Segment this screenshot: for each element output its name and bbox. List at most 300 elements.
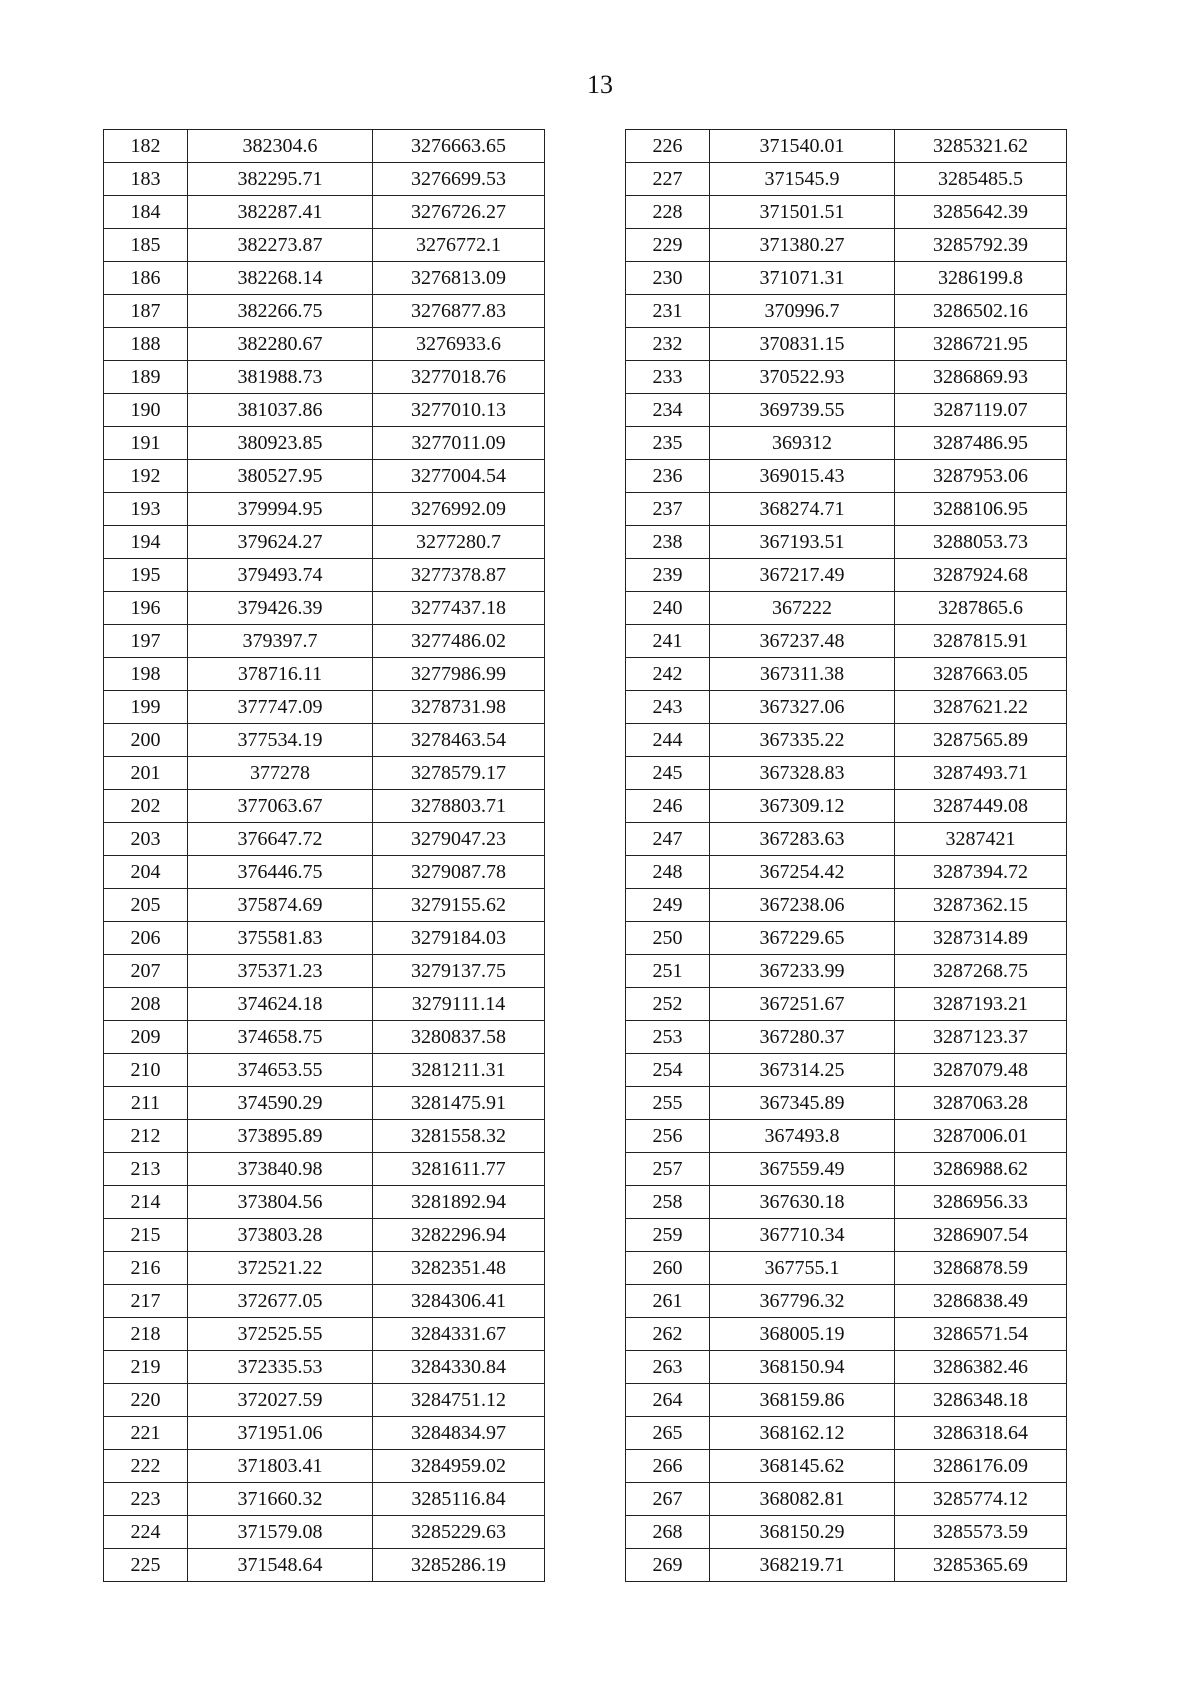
point-number-cell: 225 <box>104 1549 188 1582</box>
x-coordinate-cell: 371951.06 <box>188 1417 373 1450</box>
point-number-cell: 202 <box>104 790 188 823</box>
x-coordinate-cell: 367755.1 <box>710 1252 895 1285</box>
y-coordinate-cell: 3286199.8 <box>895 262 1067 295</box>
point-number-cell: 198 <box>104 658 188 691</box>
point-number-cell: 235 <box>626 427 710 460</box>
x-coordinate-cell: 367559.49 <box>710 1153 895 1186</box>
y-coordinate-cell: 3286502.16 <box>895 295 1067 328</box>
y-coordinate-cell: 3286869.93 <box>895 361 1067 394</box>
table-row <box>104 163 545 196</box>
table-row <box>626 1120 1067 1153</box>
y-coordinate-cell: 3279087.78 <box>373 856 545 889</box>
point-number-cell: 240 <box>626 592 710 625</box>
x-coordinate-cell: 367314.25 <box>710 1054 895 1087</box>
point-number-cell: 183 <box>104 163 188 196</box>
y-coordinate-cell: 3284834.97 <box>373 1417 545 1450</box>
x-coordinate-cell: 376647.72 <box>188 823 373 856</box>
page-number: 13 <box>587 70 613 99</box>
coordinate-table-body <box>104 130 545 1582</box>
y-coordinate-cell: 3287953.06 <box>895 460 1067 493</box>
y-coordinate-cell: 3285116.84 <box>373 1483 545 1516</box>
point-number-cell: 267 <box>626 1483 710 1516</box>
y-coordinate-cell: 3284751.12 <box>373 1384 545 1417</box>
table-row <box>104 1516 545 1549</box>
y-coordinate-cell: 3288053.73 <box>895 526 1067 559</box>
x-coordinate-cell: 382287.41 <box>188 196 373 229</box>
y-coordinate-cell: 3285365.69 <box>895 1549 1067 1582</box>
x-coordinate-cell: 368005.19 <box>710 1318 895 1351</box>
x-coordinate-cell: 367280.37 <box>710 1021 895 1054</box>
point-number-cell: 197 <box>104 625 188 658</box>
point-number-cell: 231 <box>626 295 710 328</box>
table-row <box>104 1384 545 1417</box>
coordinate-table-right <box>625 129 1067 1582</box>
y-coordinate-cell: 3285573.59 <box>895 1516 1067 1549</box>
point-number-cell: 193 <box>104 493 188 526</box>
point-number-cell: 220 <box>104 1384 188 1417</box>
y-coordinate-cell: 3282351.48 <box>373 1252 545 1285</box>
y-coordinate-cell: 3287486.95 <box>895 427 1067 460</box>
table-row <box>626 922 1067 955</box>
table-row <box>626 1186 1067 1219</box>
x-coordinate-cell: 373895.89 <box>188 1120 373 1153</box>
y-coordinate-cell: 3287314.89 <box>895 922 1067 955</box>
table-row <box>626 1483 1067 1516</box>
x-coordinate-cell: 370522.93 <box>710 361 895 394</box>
table-row <box>104 1351 545 1384</box>
table-row <box>626 856 1067 889</box>
coordinate-table-left <box>103 129 545 1582</box>
y-coordinate-cell: 3281211.31 <box>373 1054 545 1087</box>
point-number-cell: 199 <box>104 691 188 724</box>
x-coordinate-cell: 380923.85 <box>188 427 373 460</box>
y-coordinate-cell: 3278803.71 <box>373 790 545 823</box>
x-coordinate-cell: 374658.75 <box>188 1021 373 1054</box>
point-number-cell: 190 <box>104 394 188 427</box>
point-number-cell: 253 <box>626 1021 710 1054</box>
table-row <box>626 361 1067 394</box>
table-row <box>104 295 545 328</box>
point-number-cell: 188 <box>104 328 188 361</box>
point-number-cell: 254 <box>626 1054 710 1087</box>
x-coordinate-cell: 374653.55 <box>188 1054 373 1087</box>
point-number-cell: 182 <box>104 130 188 163</box>
table-row <box>104 658 545 691</box>
point-number-cell: 229 <box>626 229 710 262</box>
x-coordinate-cell: 368082.81 <box>710 1483 895 1516</box>
table-row <box>626 229 1067 262</box>
y-coordinate-cell: 3286878.59 <box>895 1252 1067 1285</box>
table-row <box>104 1417 545 1450</box>
x-coordinate-cell: 374590.29 <box>188 1087 373 1120</box>
x-coordinate-cell: 371548.64 <box>188 1549 373 1582</box>
y-coordinate-cell: 3277486.02 <box>373 625 545 658</box>
y-coordinate-cell: 3285321.62 <box>895 130 1067 163</box>
table-row <box>626 328 1067 361</box>
point-number-cell: 205 <box>104 889 188 922</box>
y-coordinate-cell: 3279047.23 <box>373 823 545 856</box>
point-number-cell: 268 <box>626 1516 710 1549</box>
table-row <box>626 1153 1067 1186</box>
point-number-cell: 228 <box>626 196 710 229</box>
y-coordinate-cell: 3276726.27 <box>373 196 545 229</box>
table-row <box>104 328 545 361</box>
x-coordinate-cell: 371803.41 <box>188 1450 373 1483</box>
table-row <box>626 130 1067 163</box>
table-row <box>626 559 1067 592</box>
table-row <box>626 493 1067 526</box>
point-number-cell: 256 <box>626 1120 710 1153</box>
y-coordinate-cell: 3286382.46 <box>895 1351 1067 1384</box>
x-coordinate-cell: 367229.65 <box>710 922 895 955</box>
point-number-cell: 211 <box>104 1087 188 1120</box>
table-row <box>104 1021 545 1054</box>
y-coordinate-cell: 3287119.07 <box>895 394 1067 427</box>
x-coordinate-cell: 368150.29 <box>710 1516 895 1549</box>
point-number-cell: 258 <box>626 1186 710 1219</box>
point-number-cell: 261 <box>626 1285 710 1318</box>
x-coordinate-cell: 369739.55 <box>710 394 895 427</box>
x-coordinate-cell: 369015.43 <box>710 460 895 493</box>
point-number-cell: 222 <box>104 1450 188 1483</box>
point-number-cell: 214 <box>104 1186 188 1219</box>
y-coordinate-cell: 3287079.48 <box>895 1054 1067 1087</box>
x-coordinate-cell: 375371.23 <box>188 955 373 988</box>
y-coordinate-cell: 3287815.91 <box>895 625 1067 658</box>
table-row <box>626 1450 1067 1483</box>
y-coordinate-cell: 3278579.17 <box>373 757 545 790</box>
point-number-cell: 251 <box>626 955 710 988</box>
point-number-cell: 216 <box>104 1252 188 1285</box>
x-coordinate-cell: 371071.31 <box>710 262 895 295</box>
y-coordinate-cell: 3284331.67 <box>373 1318 545 1351</box>
point-number-cell: 244 <box>626 724 710 757</box>
x-coordinate-cell: 373804.56 <box>188 1186 373 1219</box>
y-coordinate-cell: 3287193.21 <box>895 988 1067 1021</box>
x-coordinate-cell: 367254.42 <box>710 856 895 889</box>
point-number-cell: 227 <box>626 163 710 196</box>
point-number-cell: 257 <box>626 1153 710 1186</box>
x-coordinate-cell: 368274.71 <box>710 493 895 526</box>
table-row <box>104 1318 545 1351</box>
x-coordinate-cell: 381988.73 <box>188 361 373 394</box>
table-row <box>104 856 545 889</box>
point-number-cell: 246 <box>626 790 710 823</box>
x-coordinate-cell: 367238.06 <box>710 889 895 922</box>
y-coordinate-cell: 3284306.41 <box>373 1285 545 1318</box>
x-coordinate-cell: 371660.32 <box>188 1483 373 1516</box>
y-coordinate-cell: 3287063.28 <box>895 1087 1067 1120</box>
x-coordinate-cell: 379397.7 <box>188 625 373 658</box>
y-coordinate-cell: 3279111.14 <box>373 988 545 1021</box>
x-coordinate-cell: 373840.98 <box>188 1153 373 1186</box>
table-row <box>626 163 1067 196</box>
table-row <box>104 1054 545 1087</box>
point-number-cell: 252 <box>626 988 710 1021</box>
point-number-cell: 187 <box>104 295 188 328</box>
table-row <box>104 361 545 394</box>
table-row <box>104 1252 545 1285</box>
point-number-cell: 230 <box>626 262 710 295</box>
y-coordinate-cell: 3287565.89 <box>895 724 1067 757</box>
x-coordinate-cell: 370831.15 <box>710 328 895 361</box>
table-row <box>104 196 545 229</box>
point-number-cell: 245 <box>626 757 710 790</box>
table-row <box>104 823 545 856</box>
table-row <box>104 559 545 592</box>
x-coordinate-cell: 380527.95 <box>188 460 373 493</box>
x-coordinate-cell: 367251.67 <box>710 988 895 1021</box>
table-row <box>626 262 1067 295</box>
y-coordinate-cell: 3281611.77 <box>373 1153 545 1186</box>
y-coordinate-cell: 3279155.62 <box>373 889 545 922</box>
x-coordinate-cell: 382273.87 <box>188 229 373 262</box>
y-coordinate-cell: 3285229.63 <box>373 1516 545 1549</box>
y-coordinate-cell: 3276992.09 <box>373 493 545 526</box>
x-coordinate-cell: 377278 <box>188 757 373 790</box>
table-row <box>626 1549 1067 1582</box>
table-row <box>104 790 545 823</box>
y-coordinate-cell: 3276663.65 <box>373 130 545 163</box>
table-row <box>626 295 1067 328</box>
x-coordinate-cell: 367796.32 <box>710 1285 895 1318</box>
point-number-cell: 208 <box>104 988 188 1021</box>
y-coordinate-cell: 3281892.94 <box>373 1186 545 1219</box>
point-number-cell: 213 <box>104 1153 188 1186</box>
y-coordinate-cell: 3287865.6 <box>895 592 1067 625</box>
y-coordinate-cell: 3276933.6 <box>373 328 545 361</box>
y-coordinate-cell: 3276699.53 <box>373 163 545 196</box>
table-row <box>104 1450 545 1483</box>
table-row <box>626 1021 1067 1054</box>
x-coordinate-cell: 382268.14 <box>188 262 373 295</box>
point-number-cell: 215 <box>104 1219 188 1252</box>
y-coordinate-cell: 3284330.84 <box>373 1351 545 1384</box>
y-coordinate-cell: 3286907.54 <box>895 1219 1067 1252</box>
x-coordinate-cell: 367327.06 <box>710 691 895 724</box>
table-row <box>104 625 545 658</box>
y-coordinate-cell: 3277004.54 <box>373 460 545 493</box>
x-coordinate-cell: 367217.49 <box>710 559 895 592</box>
x-coordinate-cell: 368159.86 <box>710 1384 895 1417</box>
y-coordinate-cell: 3285642.39 <box>895 196 1067 229</box>
x-coordinate-cell: 367630.18 <box>710 1186 895 1219</box>
point-number-cell: 209 <box>104 1021 188 1054</box>
x-coordinate-cell: 382295.71 <box>188 163 373 196</box>
point-number-cell: 260 <box>626 1252 710 1285</box>
table-row <box>104 1285 545 1318</box>
y-coordinate-cell: 3286571.54 <box>895 1318 1067 1351</box>
table-row <box>104 1549 545 1582</box>
x-coordinate-cell: 368162.12 <box>710 1417 895 1450</box>
y-coordinate-cell: 3276813.09 <box>373 262 545 295</box>
table-row <box>104 1087 545 1120</box>
x-coordinate-cell: 367335.22 <box>710 724 895 757</box>
y-coordinate-cell: 3279184.03 <box>373 922 545 955</box>
y-coordinate-cell: 3286988.62 <box>895 1153 1067 1186</box>
table-row <box>626 1516 1067 1549</box>
point-number-cell: 226 <box>626 130 710 163</box>
table-row <box>104 460 545 493</box>
table-row <box>626 427 1067 460</box>
point-number-cell: 223 <box>104 1483 188 1516</box>
point-number-cell: 217 <box>104 1285 188 1318</box>
table-row <box>626 757 1067 790</box>
table-row <box>626 1417 1067 1450</box>
x-coordinate-cell: 377063.67 <box>188 790 373 823</box>
table-row <box>626 625 1067 658</box>
point-number-cell: 221 <box>104 1417 188 1450</box>
x-coordinate-cell: 367311.38 <box>710 658 895 691</box>
x-coordinate-cell: 379493.74 <box>188 559 373 592</box>
point-number-cell: 266 <box>626 1450 710 1483</box>
table-row <box>626 526 1067 559</box>
point-number-cell: 201 <box>104 757 188 790</box>
x-coordinate-cell: 377747.09 <box>188 691 373 724</box>
table-row <box>626 658 1067 691</box>
x-coordinate-cell: 371545.9 <box>710 163 895 196</box>
table-row <box>104 1219 545 1252</box>
point-number-cell: 203 <box>104 823 188 856</box>
y-coordinate-cell: 3287006.01 <box>895 1120 1067 1153</box>
y-coordinate-cell: 3287663.05 <box>895 658 1067 691</box>
table-row <box>626 1384 1067 1417</box>
x-coordinate-cell: 379426.39 <box>188 592 373 625</box>
x-coordinate-cell: 367233.99 <box>710 955 895 988</box>
x-coordinate-cell: 367193.51 <box>710 526 895 559</box>
x-coordinate-cell: 371579.08 <box>188 1516 373 1549</box>
table-row <box>104 1483 545 1516</box>
x-coordinate-cell: 382280.67 <box>188 328 373 361</box>
x-coordinate-cell: 378716.11 <box>188 658 373 691</box>
table-row <box>626 1318 1067 1351</box>
y-coordinate-cell: 3285792.39 <box>895 229 1067 262</box>
point-number-cell: 239 <box>626 559 710 592</box>
point-number-cell: 259 <box>626 1219 710 1252</box>
x-coordinate-cell: 379994.95 <box>188 493 373 526</box>
table-row <box>626 1285 1067 1318</box>
x-coordinate-cell: 367328.83 <box>710 757 895 790</box>
point-number-cell: 232 <box>626 328 710 361</box>
x-coordinate-cell: 369312 <box>710 427 895 460</box>
table-row <box>626 1054 1067 1087</box>
point-number-cell: 210 <box>104 1054 188 1087</box>
x-coordinate-cell: 370996.7 <box>710 295 895 328</box>
table-row <box>626 889 1067 922</box>
table-row <box>104 493 545 526</box>
table-row <box>104 889 545 922</box>
table-row <box>626 955 1067 988</box>
point-number-cell: 194 <box>104 526 188 559</box>
x-coordinate-cell: 372335.53 <box>188 1351 373 1384</box>
table-row <box>626 823 1067 856</box>
x-coordinate-cell: 372027.59 <box>188 1384 373 1417</box>
x-coordinate-cell: 373803.28 <box>188 1219 373 1252</box>
y-coordinate-cell: 3288106.95 <box>895 493 1067 526</box>
point-number-cell: 263 <box>626 1351 710 1384</box>
x-coordinate-cell: 367283.63 <box>710 823 895 856</box>
coordinate-table-body <box>626 130 1067 1582</box>
point-number-cell: 248 <box>626 856 710 889</box>
point-number-cell: 185 <box>104 229 188 262</box>
y-coordinate-cell: 3282296.94 <box>373 1219 545 1252</box>
point-number-cell: 207 <box>104 955 188 988</box>
point-number-cell: 219 <box>104 1351 188 1384</box>
y-coordinate-cell: 3287449.08 <box>895 790 1067 823</box>
point-number-cell: 191 <box>104 427 188 460</box>
y-coordinate-cell: 3284959.02 <box>373 1450 545 1483</box>
table-row <box>104 130 545 163</box>
y-coordinate-cell: 3278731.98 <box>373 691 545 724</box>
x-coordinate-cell: 368145.62 <box>710 1450 895 1483</box>
table-row <box>626 592 1067 625</box>
x-coordinate-cell: 368150.94 <box>710 1351 895 1384</box>
table-row <box>626 1351 1067 1384</box>
x-coordinate-cell: 367345.89 <box>710 1087 895 1120</box>
point-number-cell: 184 <box>104 196 188 229</box>
point-number-cell: 242 <box>626 658 710 691</box>
x-coordinate-cell: 375874.69 <box>188 889 373 922</box>
point-number-cell: 186 <box>104 262 188 295</box>
point-number-cell: 195 <box>104 559 188 592</box>
table-row <box>104 988 545 1021</box>
x-coordinate-cell: 379624.27 <box>188 526 373 559</box>
point-number-cell: 192 <box>104 460 188 493</box>
table-row <box>104 757 545 790</box>
x-coordinate-cell: 372677.05 <box>188 1285 373 1318</box>
point-number-cell: 238 <box>626 526 710 559</box>
point-number-cell: 236 <box>626 460 710 493</box>
y-coordinate-cell: 3277437.18 <box>373 592 545 625</box>
x-coordinate-cell: 367493.8 <box>710 1120 895 1153</box>
y-coordinate-cell: 3287268.75 <box>895 955 1067 988</box>
point-number-cell: 243 <box>626 691 710 724</box>
table-row <box>104 427 545 460</box>
point-number-cell: 247 <box>626 823 710 856</box>
point-number-cell: 189 <box>104 361 188 394</box>
x-coordinate-cell: 367222 <box>710 592 895 625</box>
y-coordinate-cell: 3276772.1 <box>373 229 545 262</box>
table-row <box>104 922 545 955</box>
point-number-cell: 200 <box>104 724 188 757</box>
x-coordinate-cell: 377534.19 <box>188 724 373 757</box>
y-coordinate-cell: 3285286.19 <box>373 1549 545 1582</box>
y-coordinate-cell: 3287362.15 <box>895 889 1067 922</box>
y-coordinate-cell: 3281558.32 <box>373 1120 545 1153</box>
point-number-cell: 237 <box>626 493 710 526</box>
point-number-cell: 218 <box>104 1318 188 1351</box>
y-coordinate-cell: 3285485.5 <box>895 163 1067 196</box>
y-coordinate-cell: 3286838.49 <box>895 1285 1067 1318</box>
point-number-cell: 212 <box>104 1120 188 1153</box>
point-number-cell: 206 <box>104 922 188 955</box>
table-row <box>626 1252 1067 1285</box>
point-number-cell: 265 <box>626 1417 710 1450</box>
table-row <box>104 1120 545 1153</box>
table-row <box>104 691 545 724</box>
y-coordinate-cell: 3286318.64 <box>895 1417 1067 1450</box>
table-row <box>104 394 545 427</box>
table-row <box>626 394 1067 427</box>
y-coordinate-cell: 3277018.76 <box>373 361 545 394</box>
table-row <box>626 196 1067 229</box>
y-coordinate-cell: 3287493.71 <box>895 757 1067 790</box>
y-coordinate-cell: 3278463.54 <box>373 724 545 757</box>
y-coordinate-cell: 3277280.7 <box>373 526 545 559</box>
x-coordinate-cell: 376446.75 <box>188 856 373 889</box>
y-coordinate-cell: 3277011.09 <box>373 427 545 460</box>
x-coordinate-cell: 374624.18 <box>188 988 373 1021</box>
